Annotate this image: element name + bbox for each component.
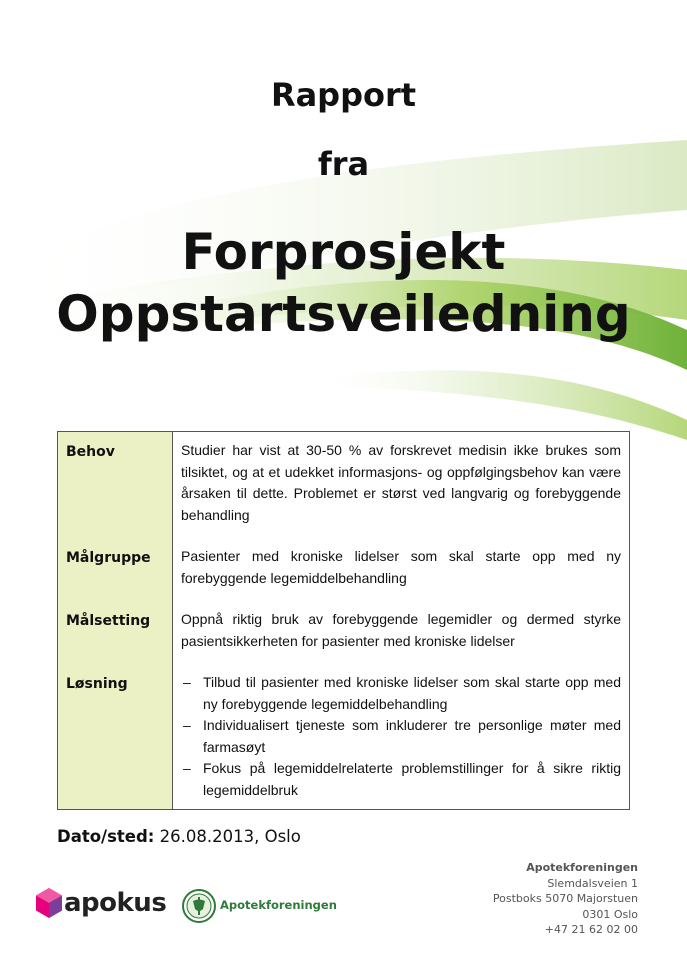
table-row-malsetting [58, 601, 630, 652]
title-rapport: Rapport [270, 76, 417, 114]
address-phone: +47 21 62 02 00 [544, 923, 638, 936]
date-place [57, 827, 301, 846]
row-text: Oppnå riktig bruk av forebyggende legemidler og dermed styrke pasientsikkerheten for pasienter med kroniske lidelser [181, 611, 621, 649]
address-city: 0301 Oslo [582, 907, 638, 921]
date-value: 26.08.2013, Oslo [154, 827, 301, 846]
row-label: Løsning [58, 664, 173, 810]
row-label: Målsetting [58, 601, 173, 652]
apokus-hexagon-icon [36, 888, 62, 918]
row-label: Målgruppe [58, 538, 173, 589]
apokus-logo [36, 884, 166, 924]
row-text: Pasienter med kroniske lidelser som skal starte opp med ny forebyggende legemiddelbehandling [181, 548, 621, 586]
title-forprosjekt: Forprosjekt [181, 223, 506, 281]
solution-list [181, 672, 621, 801]
apokus-wordmark: apokus [64, 888, 167, 918]
address-org: Apotekforeningen [526, 861, 638, 874]
list-item: – Individualisert tjeneste som inkluderer tre personlige møter med farmasøyt [181, 715, 621, 758]
table-row-behov [58, 432, 630, 527]
summary-table [57, 431, 630, 810]
title-main [0, 221, 687, 345]
title-oppstartsveiledning: Oppstartsveiledning [56, 285, 631, 343]
table-row-losning [58, 664, 630, 810]
address-box: Postboks 5070 Majorstuen [492, 892, 638, 905]
row-text: Studier har vist at 30-50 % av forskrevet medisin ikke brukes som tilsiktet, og at et udekket informasjons- og oppfølgingsbehov kan være årsaken til dette. Problemet er størst ved langvarig og forebyggende behandling [181, 442, 621, 523]
address-block [493, 860, 638, 938]
date-label: Dato/sted: [57, 827, 155, 846]
apotekforeningen-logo [182, 887, 342, 927]
row-label: Behov [58, 432, 173, 527]
row-text [173, 664, 630, 810]
address-street: Slemdalsveien 1 [547, 876, 638, 890]
title-fra: fra [317, 145, 370, 183]
list-item: – Tilbud til pasienter med kroniske lidelser som skal starte opp med ny forebyggende legemiddelbehandling [181, 672, 621, 715]
table-row-malgruppe [58, 538, 630, 589]
list-item: – Fokus på legemiddelrelaterte problemstillinger for å sikre riktig legemiddelbruk [181, 758, 621, 801]
apotekforeningen-wordmark: Apotekforeningen [220, 898, 337, 912]
apotekforeningen-emblem-icon [182, 889, 216, 923]
